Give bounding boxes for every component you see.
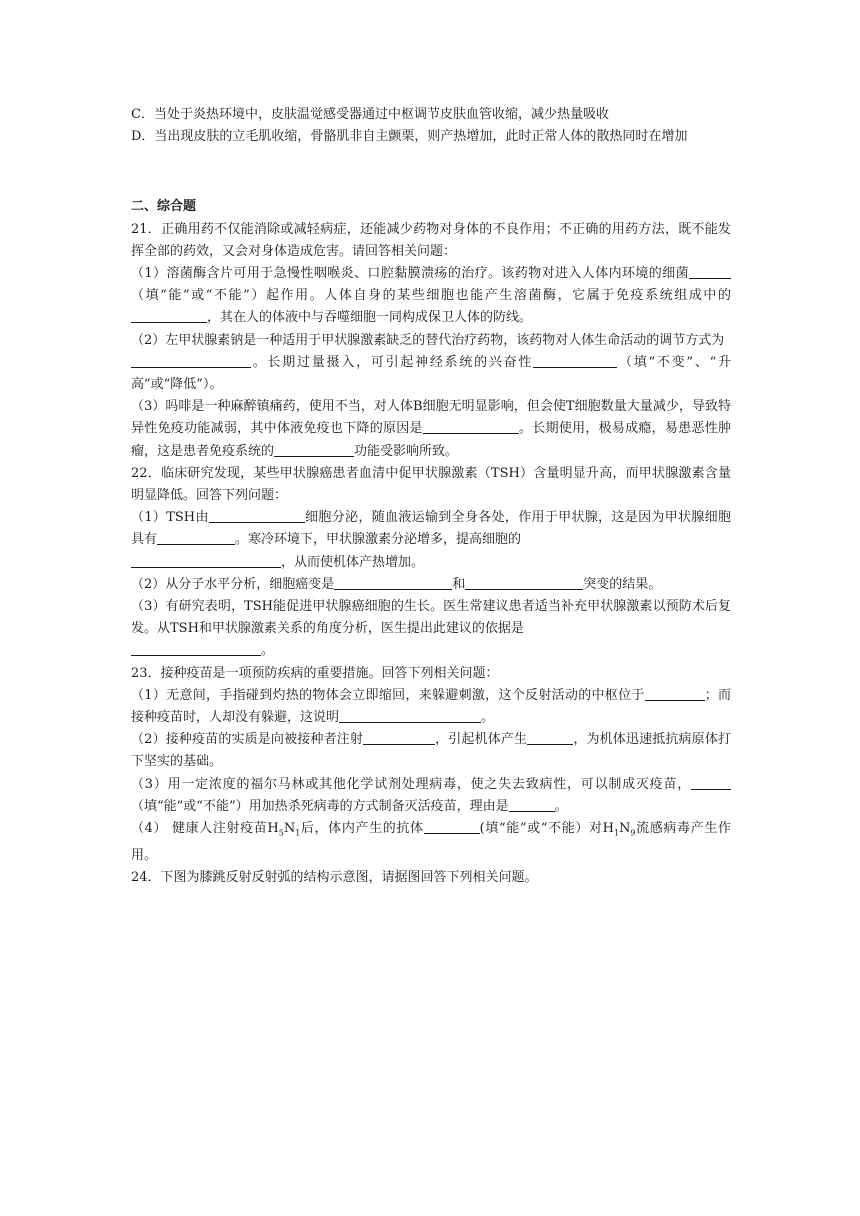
answer-blank[interactable] <box>645 686 705 701</box>
q21-part3: （3）吗啡是一种麻醉镇痛药，使用不当，对人体B细胞无明显影响，但会使T细胞数量大量减少，导致特异性免疫功能减弱，其中体液免疫也下降的原因是 。长期使用，极易成瘾，易患恶性肿瘤，这是患者免疫系统的 功能受影响所致。 <box>131 399 731 459</box>
answer-blank[interactable] <box>424 819 480 834</box>
answer-blank[interactable] <box>131 308 207 323</box>
q23-part3: （3）用一定浓度的福尔马林或其他化学试剂处理病毒，使之失去致病性，可以制成灭疫苗，（填“能”或“不能”）用加热杀死病毒的方式制备灭活疫苗，理由是 。 <box>131 774 731 818</box>
q21-part2: （2）左甲状腺素钠是一种适用于甲状腺激素缺乏的替代治疗药物，该药物对人体生命活动的调节方式为 。长期过量摄入，可引起神经系统的兴奋性 （填“不变”、“升高”或“降低”）。 <box>131 332 731 393</box>
answer-blank[interactable] <box>274 442 354 457</box>
q22-part3: （3）有研究表明，TSH能促进甲状腺癌细胞的生长。医生常建议患者适当补充甲状腺激素以预防术后复发。从TSH和甲状腺激素关系的角度分析，医生提出此建议的依据是 。 <box>131 599 731 659</box>
answer-blank[interactable] <box>533 353 617 368</box>
page-content <box>131 104 731 889</box>
answer-blank[interactable] <box>509 797 555 812</box>
answer-blank[interactable] <box>157 530 235 545</box>
q22-stem: 22．临床研究发现，某些甲状腺癌患者血清中促甲状腺激素（TSH）含量明显升高，而甲状腺激素含量明显降低。回答下列问题： <box>131 465 731 504</box>
q23-part2: （2）接种疫苗的实质是向被接种者注射 ，引起机体产生 ，为机体迅速抵抗病原体打下坚实的基础。 <box>131 732 731 770</box>
q20-option-c: C．当处于炎热环境中，皮肤温觉感受器通过中枢调节皮肤血管收缩，减少热量吸收 <box>131 107 609 122</box>
answer-blank[interactable] <box>465 575 583 590</box>
answer-blank[interactable] <box>131 553 281 568</box>
answer-blank[interactable] <box>527 730 573 745</box>
q23-part1: （1）无意间，手指碰到灼热的物体会立即缩回，来躲避刺激，这个反射活动的中枢位于 ；而接种疫苗时，人却没有躲避，这说明 。 <box>131 687 731 726</box>
q22-part1: （1）TSH由 细胞分泌，随血液运输到全身各处，作用于甲状腺，这是因为甲状腺细胞具有 。寒冷环境下，甲状腺激素分泌增多，提高细胞的 ，从而使机体产热增加。 <box>131 510 731 570</box>
answer-blank[interactable] <box>691 775 731 790</box>
q20-option-d: D．当出现皮肤的立毛肌收缩，骨骼肌非自主颤栗，则产热增加，此时正常人体的散热同时在增加 <box>131 129 688 145</box>
q21-stem: 21．正确用药不仅能消除或减轻病症，还能减少药物对身体的不良作用；不正确的用药方法，既不能发挥全部的药效，又会对身体造成危害。请回答相关问题： <box>131 221 731 259</box>
answer-blank[interactable] <box>689 264 731 279</box>
answer-blank[interactable] <box>131 353 251 368</box>
answer-blank[interactable] <box>334 575 452 590</box>
answer-blank[interactable] <box>339 708 481 723</box>
section-heading: 二、综合题 <box>131 199 197 215</box>
answer-blank[interactable] <box>209 508 305 523</box>
q21-part1: （1）溶菌酶含片可用于急慢性咽喉炎、口腔黏膜溃疡的治疗。该药物对进入人体内环境的细菌（填“能”或“不能”）起作用。人体自身的某些细胞也能产生溶菌酶，它属于免疫系统组成中的，其在人的体液中与吞噬细胞一同构成保卫人体的防线。 <box>131 266 731 326</box>
answer-blank[interactable] <box>423 419 519 434</box>
q24-stem: 24．下图为膝跳反射反射弧的结构示意图，请据图回答下列相关问题。 <box>131 870 538 886</box>
q22-part2: （2）从分子水平分析，细胞癌变是 和 突变的结果。 <box>131 576 662 592</box>
answer-blank[interactable] <box>131 641 261 656</box>
q23-stem: 23．接种疫苗是一项预防疾病的重要措施。回答下列相关问题： <box>131 665 499 681</box>
answer-blank[interactable] <box>363 730 435 745</box>
q23-part4: （4） 健康人注射疫苗$H_5N_1$后，体内产生的抗体 (填“能”或“不能）对$H_1N_9$流感病毒产生作用。 <box>131 821 731 863</box>
